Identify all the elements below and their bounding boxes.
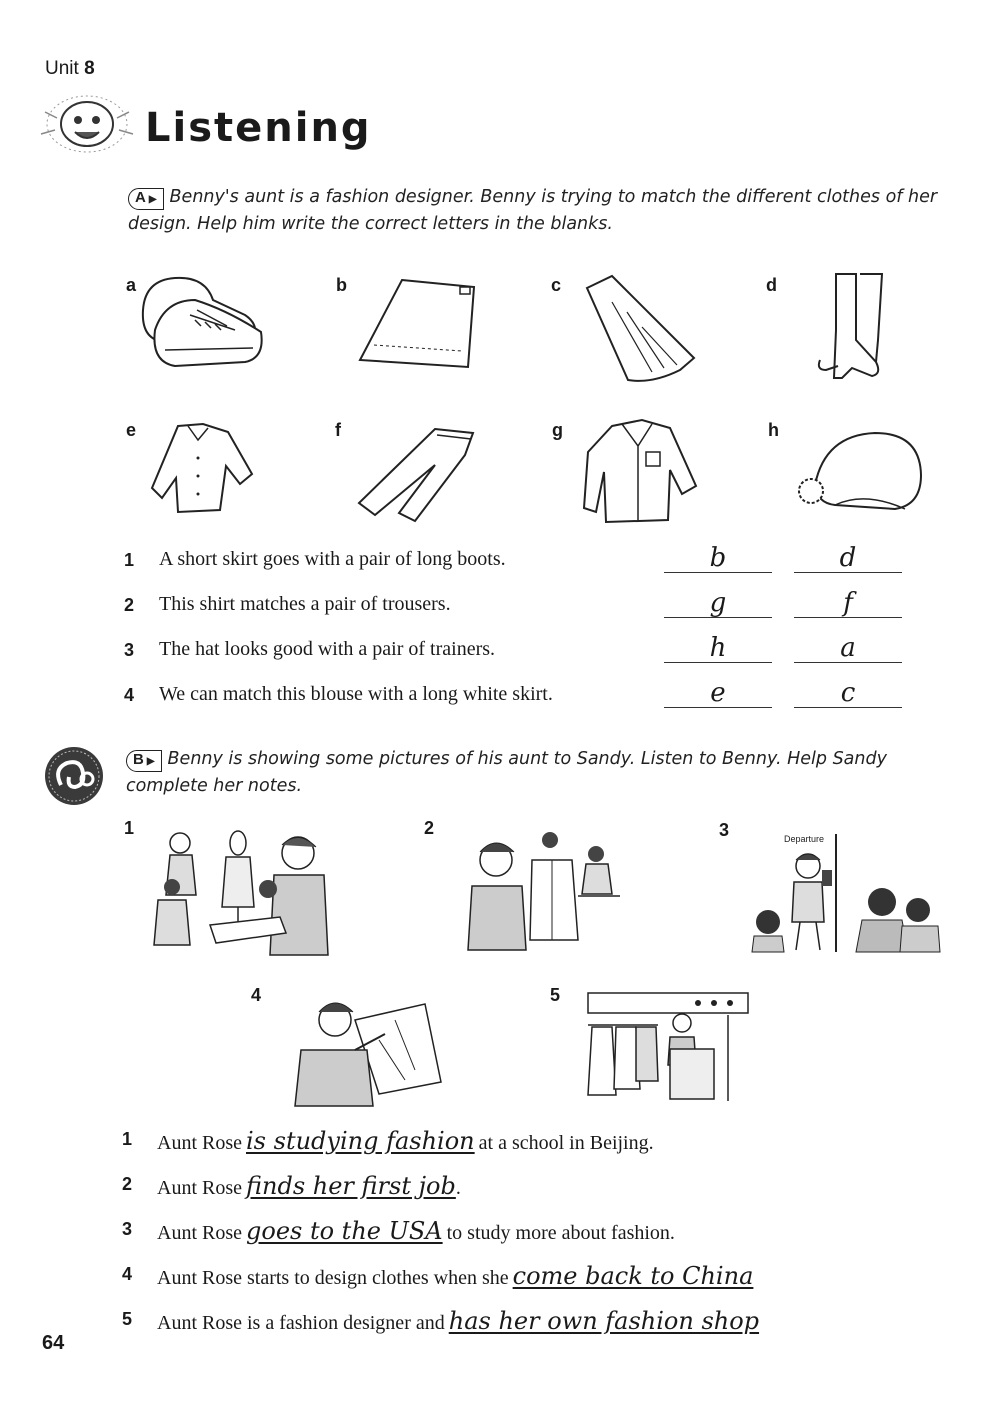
part-a-instruction-text: Benny's aunt is a fashion designer. Benny is trying to match the different clothes of her design. Help him write the correct letters in the blanks. <box>128 187 938 234</box>
answer-blank[interactable]: c <box>794 681 902 708</box>
answer-blank[interactable]: g <box>664 591 772 618</box>
picture-number-5: 5 <box>550 985 561 1005</box>
part-b-notes <box>122 1127 912 1352</box>
question-row <box>124 543 914 593</box>
unit-prefix: Unit <box>45 58 79 79</box>
picture-letter-h: h <box>768 420 779 440</box>
picture-letter-g: g <box>552 420 563 440</box>
picture-letter-e: e <box>126 420 137 440</box>
answer-blank[interactable]: b <box>664 546 772 573</box>
picture-number-4: 4 <box>251 985 262 1005</box>
part-b-tag: B ▶ <box>126 750 162 772</box>
picture-number-1: 1 <box>124 818 135 838</box>
designing-scene-icon <box>275 990 445 1115</box>
part-a-tag: A ▶ <box>128 188 164 210</box>
hat-icon <box>795 425 930 525</box>
note-row <box>122 1172 912 1217</box>
note-text-after: . <box>455 1177 461 1199</box>
trainers-icon <box>135 270 265 380</box>
answer-blank[interactable]: f <box>794 591 902 618</box>
short-skirt-icon <box>352 275 482 380</box>
departure-scene-icon <box>752 830 942 960</box>
note-answer[interactable]: has her own fashion shop <box>448 1307 760 1335</box>
part-a-instruction <box>128 184 938 238</box>
note-number: 5 <box>122 1309 133 1329</box>
unit-label <box>45 58 95 80</box>
note-row <box>122 1127 912 1172</box>
part-b-instruction <box>126 746 936 800</box>
trousers-icon <box>355 425 480 530</box>
fitting-clothes-scene-icon <box>462 830 622 960</box>
note-answer[interactable]: is studying fashion <box>246 1127 475 1155</box>
shop-scene-icon <box>578 985 753 1110</box>
note-text-after: at a school in Beijing. <box>478 1132 654 1154</box>
question-row <box>124 678 914 728</box>
note-number: 2 <box>122 1174 133 1194</box>
question-number: 2 <box>124 595 135 615</box>
note-answer[interactable]: come back to China <box>512 1262 754 1290</box>
picture-letter-d: d <box>766 275 777 295</box>
shirt-icon <box>582 416 702 531</box>
note-number: 1 <box>122 1129 133 1149</box>
note-text-before: Aunt Rose starts to design clothes when she <box>157 1267 509 1289</box>
part-b-instruction-text: Benny is showing some pictures of his aunt to Sandy. Listen to Benny. Help Sandy complete her notes. <box>126 749 887 796</box>
audio-badge-icon <box>43 745 105 812</box>
question-text: A short skirt goes with a pair of long boots. <box>159 548 506 570</box>
note-answer[interactable]: goes to the USA <box>246 1217 443 1245</box>
section-title: Listening <box>145 105 372 151</box>
answer-blank[interactable]: a <box>794 636 902 663</box>
note-text-before: Aunt Rose is a fashion designer and <box>157 1312 445 1334</box>
question-number: 1 <box>124 550 135 570</box>
answer-blank[interactable]: h <box>664 636 772 663</box>
note-number: 4 <box>122 1264 133 1284</box>
question-number: 3 <box>124 640 135 660</box>
note-number: 3 <box>122 1219 133 1239</box>
picture-letter-b: b <box>336 275 347 295</box>
picture-number-2: 2 <box>424 818 435 838</box>
note-text-before: Aunt Rose <box>157 1132 242 1154</box>
note-text-before: Aunt Rose <box>157 1177 242 1199</box>
note-text-before: Aunt Rose <box>157 1222 242 1244</box>
picture-letter-f: f <box>335 420 341 440</box>
answer-blank[interactable]: d <box>794 546 902 573</box>
long-skirt-icon <box>582 272 702 389</box>
blouse-icon <box>148 418 258 523</box>
page-number: 64 <box>42 1332 65 1354</box>
note-answer[interactable]: finds her first job <box>246 1172 456 1200</box>
question-text: We can match this blouse with a long white skirt. <box>159 683 553 705</box>
question-text: The hat looks good with a pair of trainers. <box>159 638 496 660</box>
picture-letter-c: c <box>551 275 562 295</box>
departure-sign: Departure <box>784 834 825 844</box>
question-row <box>124 633 914 683</box>
classroom-scene-icon <box>150 825 350 965</box>
question-row <box>124 588 914 638</box>
note-text-after: to study more about fashion. <box>446 1222 675 1244</box>
answer-blank[interactable]: e <box>664 681 772 708</box>
note-row <box>122 1307 912 1352</box>
listening-emblem-icon <box>35 88 135 158</box>
note-row <box>122 1217 912 1262</box>
unit-number: 8 <box>84 58 95 79</box>
picture-number-3: 3 <box>719 820 730 840</box>
question-number: 4 <box>124 685 135 705</box>
part-a-questions <box>124 543 914 728</box>
picture-letter-a: a <box>126 275 137 295</box>
note-row <box>122 1262 912 1307</box>
question-text: This shirt matches a pair of trousers. <box>159 593 451 615</box>
long-boot-icon <box>812 270 892 387</box>
